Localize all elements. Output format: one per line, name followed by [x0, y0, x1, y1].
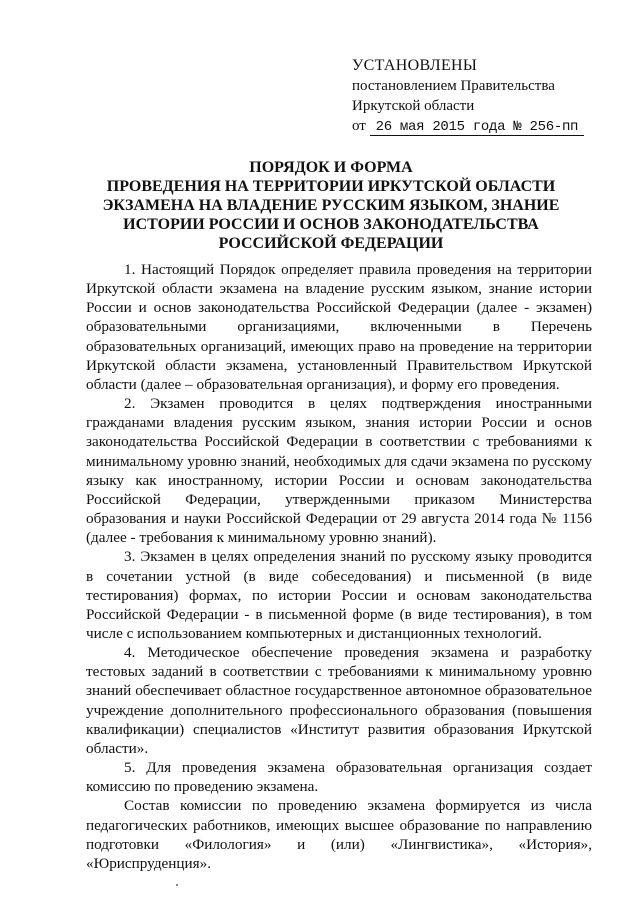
- stamp-heading: УСТАНОВЛЕНЫ: [352, 57, 478, 74]
- paragraph-3: 3. Экзамен в целях определения знаний по русскому языку проводится в сочетании устной (в виде собеседования) и письменной (в виде тестирования) формах, по истории России и основам законодательства Российской Федерации - в письменной форме (в виде тестирования), в том числе с использованием компьютерных и дистанционных технологий.: [86, 548, 592, 642]
- stamp-date-value: 26 мая 2015 года № 256-пп: [370, 119, 585, 136]
- document-title: [70, 158, 592, 253]
- paragraph-4: 4. Методическое обеспечение проведения экзамена и разработку тестовых заданий в соответствии с требованиями к минимальному уровню знаний обеспечивает областное государственное автономное образовательное учреждение дополнительного профессионального образования (повышения квалификации) специалистов «Институт развития образования Иркутской области».: [86, 644, 592, 757]
- title-line: РОССИЙСКОЙ ФЕДЕРАЦИИ: [218, 235, 444, 252]
- title-line: ИСТОРИИ РОССИИ И ОСНОВ ЗАКОНОДАТЕЛЬСТВА: [123, 216, 539, 233]
- document-body: [86, 260, 592, 873]
- stamp-line-region: Иркутской области: [352, 98, 475, 114]
- paragraph-5: 5. Для проведения экзамена образовательная организация создает комиссию по проведению экзамена.: [86, 759, 592, 796]
- approval-stamp: [352, 56, 584, 137]
- title-line: ПРОВЕДЕНИЯ НА ТЕРРИТОРИИ ИРКУТСКОЙ ОБЛАСТИ: [106, 178, 556, 195]
- title-line: ПОРЯДОК И ФОРМА: [249, 159, 413, 176]
- scan-speck: [176, 884, 178, 886]
- stamp-date-prefix: от: [352, 118, 366, 134]
- paragraph-commission: Состав комиссии по проведению экзамена формируется из числа педагогических работников, имеющих высшее образование по направлению подготовки «Филология» и (или) «Лингвистика», «История», «Юриспруденция».: [86, 797, 592, 872]
- paragraph-2: 2. Экзамен проводится в целях подтверждения иностранными гражданами владения русским языком, знания истории России и основ законодательства Российской Федерации в соответствии с требованиями к минимальному уровню знаний, необходимых для сдачи экзамена по русскому языку как иностранному, истории России и основам законодательства Российской Федерации, утвержденными приказом Министерства образования и науки Российской Федерации от 29 августа 2014 года № 1156 (далее - требования к минимальному уровню знаний).: [86, 395, 592, 547]
- title-line: ЭКЗАМЕНА НА ВЛАДЕНИЕ РУССКИМ ЯЗЫКОМ, ЗНАНИЕ: [102, 197, 560, 214]
- stamp-date-line: [352, 116, 584, 137]
- stamp-line-issuer: постановлением Правительства: [352, 78, 555, 94]
- paragraph-1: 1. Настоящий Порядок определяет правила проведения на территории Иркутской области экзамена на владение русским языком, знание истории России и основ законодательства Российской Федерации (далее - экзамен) образовательными организациями, включенными в Перечень образовательных организаций, имеющих право на проведение на территории Иркутской области экзамена, установленный Правительством Иркутской области (далее – образовательная организация), и форму его проведения.: [86, 261, 592, 393]
